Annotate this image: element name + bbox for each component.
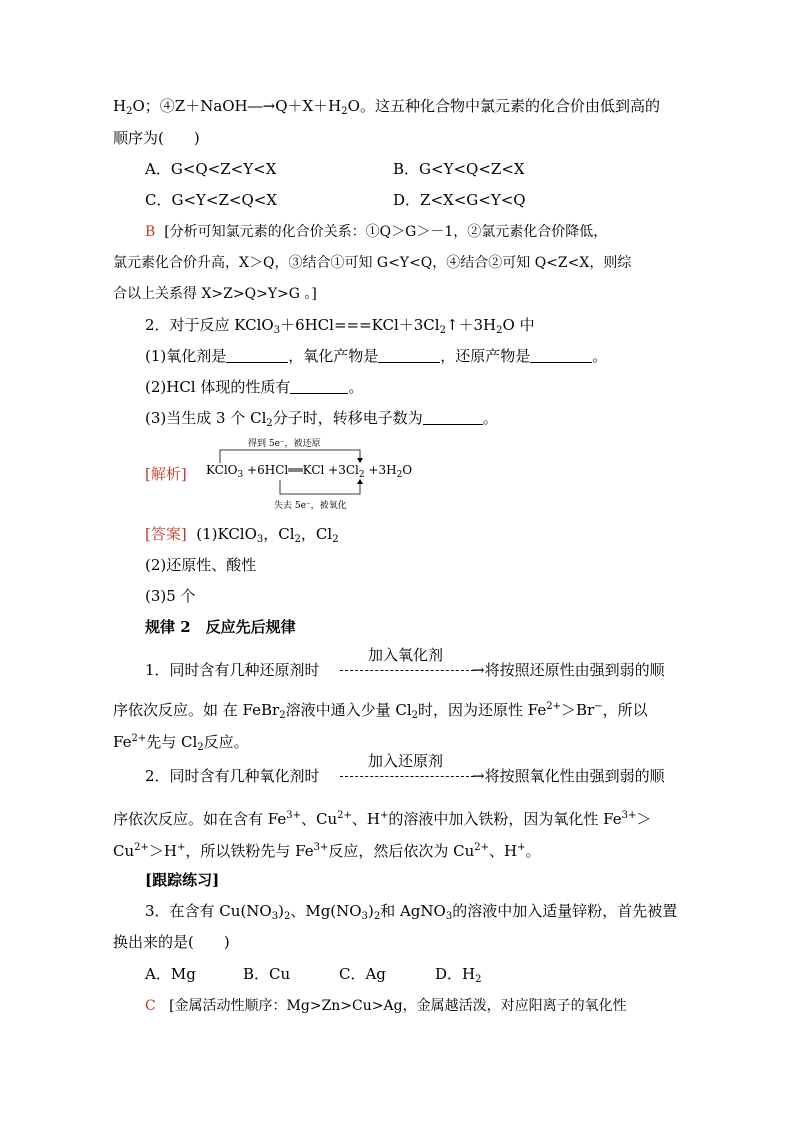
answer-explanation-3: 合以上关系得 X>Z>Q>Y>G 。]: [113, 286, 317, 302]
option-c: C．G<Y<Z<Q<X: [145, 191, 278, 209]
gain-electron-label: 得到 5e⁻，被还原: [248, 439, 321, 449]
dashed-arrow: [340, 670, 474, 671]
option-d: D．Z<X<G<Y<Q: [393, 191, 526, 209]
arrow-label-reductant: 加入还原剂: [368, 752, 444, 770]
rule-2-item-1-pre: 1．同时含有几种还原剂时: [145, 661, 320, 679]
answer-letter: C: [145, 998, 156, 1014]
rule-2-item-1-line-2: 序依次反应。如 在 FeBr$_2$溶液中通入少量 $Cl_2$时，因为还原性 $Fe^{2+}>Br^-$，所以: [113, 701, 648, 721]
question-3-stem-end: 换出来的是( ): [113, 933, 230, 951]
question-2-part-3: (3)当生成 3 个 $Cl_2$分子时，转移电子数为 。: [145, 409, 498, 429]
rule-2-item-2-line-3: $Cu^{2+}>H^+$，所以铁粉先与 $Fe^{3+}$反应，然后依次为 $Cu^{2+}$、H+。: [113, 842, 541, 860]
rule-2-item-2-line-2: 序依次反应。如在含有 $Fe^{3+}$、$Cu^{2+}$、H+的溶液中加入铁粉，因为氧化性 $Fe^{3+}>$: [113, 810, 652, 828]
answer-line-1: [答案] (1)KClO$_3$，$Cl_2$，$Cl_2$: [145, 525, 339, 545]
question-stem-end: 顺序为( ): [113, 129, 200, 147]
practice-heading: [跟踪练习]: [145, 871, 220, 889]
rule-2-item-2-post: →将按照氧化性由强到弱的顺: [472, 767, 665, 785]
rule-2-item-1-line-3: $Fe^{2+}$先与 $Cl_2$反应。: [113, 733, 249, 753]
option-b: B．G<Y<Q<Z<X: [393, 160, 525, 178]
answer-explanation-2: 氯元素化合价升高，X＞Q，③结合①可知 G<Y<Q，④结合②可知 Q<Z<X，则综: [113, 255, 632, 271]
question-2-part-2: (2)HCl 体现的性质有 。: [145, 378, 364, 396]
lose-electron-label: 失去 5e⁻，被氧化: [274, 501, 347, 511]
reaction-equation: KClO$_3$ +6HCl══KCl $+3Cl_2 +3H_2O$: [206, 463, 413, 480]
electron-transfer-diagram: [200, 436, 420, 512]
question-2-part-1: (1)氧化剂是 ，氧化产物是 ，还原产物是 。: [145, 347, 608, 365]
rule-2-item-1-post: →将按照还原性由强到弱的顺: [472, 661, 665, 679]
q3-option-a: A．Mg: [145, 965, 196, 983]
q3-option-c: C．Ag: [339, 965, 386, 983]
answer-explanation-q3: C [金属活动性顺序：Mg>Zn>Cu>Ag，金属越活泼，对应阳离子的氧化性: [145, 998, 627, 1014]
q3-option-d: D．$H_2$: [435, 965, 482, 985]
rule-2-heading: 规律 2 反应先后规律: [145, 618, 296, 636]
option-a: A．G<Q<Z<Y<X: [145, 160, 277, 178]
dashed-arrow: [340, 776, 474, 777]
question-3-stem: 3．在含有 $Cu(NO_3)_2$、$Mg(NO_3)_2$和 AgNO$_3$的溶液中加入适量锌粉，首先被置: [145, 902, 678, 922]
analysis-label: [解析]: [145, 465, 187, 483]
q3-option-b: B．Cu: [243, 965, 291, 983]
answer-line-2: (2)还原性、酸性: [145, 556, 257, 574]
question-2-stem: 2．对于反应 $KClO_3+6HCl===KCl+3Cl_2↑+3H_2O$ 中: [145, 316, 535, 336]
answer-explanation-1: B [分析可知氯元素的化合价关系：①Q＞G＞－1，②氯元素化合价降低，: [145, 224, 608, 240]
arrow-label-oxidant: 加入氧化剂: [368, 646, 444, 664]
rule-2-item-2-pre: 2．同时含有几种氧化剂时: [145, 767, 320, 785]
answer-letter: B: [145, 224, 156, 240]
question-continued-line: $H_2O$；$④Z+NaOH―\to Q+X+H_2O$。这五种化合物中氯元素的化合价由低到高的: [113, 97, 660, 117]
answer-line-3: (3)5 个: [145, 587, 196, 605]
